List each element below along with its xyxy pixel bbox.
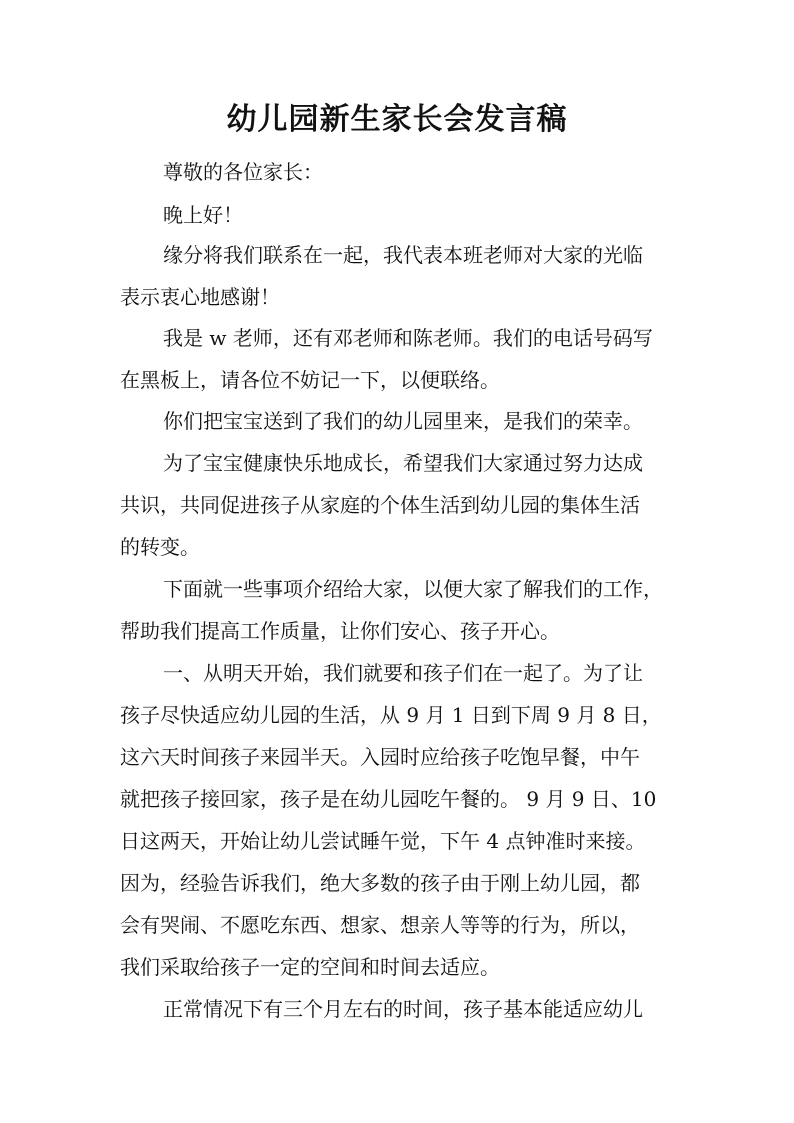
document-title: 幼儿园新生家长会发言稿 <box>226 102 568 137</box>
paragraph-line: 我们采取给孩子一定的空间和时间去适应。 <box>120 955 500 979</box>
paragraph-line: 你们把宝宝送到了我们的幼儿园里来，是我们的荣幸。 <box>163 409 643 433</box>
greeting: 晚上好！ <box>163 203 243 227</box>
paragraph-line: 因为，经验告诉我们，绝大多数的孩子由于刚上幼儿园，都 <box>120 871 640 895</box>
paragraph-line: 就把孩子接回家，孩子是在幼儿园吃午餐的。 9 月 9 日、10 <box>120 787 657 811</box>
salutation: 尊敬的各位家长： <box>163 160 323 184</box>
paragraph-line: 会有哭闹、不愿吃东西、想家、想亲人等等的行为，所以， <box>120 913 640 937</box>
paragraph-line: 日这两天，开始让幼儿尝试睡午觉，下午 4 点钟准时来接。 <box>120 829 646 853</box>
paragraph-line: 表示衷心地感谢！ <box>120 285 280 309</box>
paragraph-line: 这六天时间孩子来园半天。入园时应给孩子吃饱早餐，中午 <box>120 745 640 769</box>
paragraph-line: 下面就一些事项介绍给大家，以便大家了解我们的工作， <box>163 577 663 601</box>
paragraph-line: 缘分将我们联系在一起，我代表本班老师对大家的光临 <box>163 243 643 267</box>
paragraph-line: 孩子尽快适应幼儿园的生活，从 9 月 1 日到下周 9 月 8 日， <box>120 703 662 727</box>
paragraph-line: 共识，共同促进孩子从家庭的个体生活到幼儿园的集体生活 <box>120 493 640 517</box>
paragraph-line: 的转变。 <box>120 535 200 559</box>
paragraph-line: 我是 w 老师，还有邓老师和陈老师。我们的电话号码写 <box>163 326 653 350</box>
paragraph-line: 为了宝宝健康快乐地成长，希望我们大家通过努力达成 <box>163 451 643 475</box>
paragraph-line: 正常情况下有三个月左右的时间，孩子基本能适应幼儿 <box>163 997 643 1021</box>
paragraph-line: 在黑板上，请各位不妨记一下，以便联络。 <box>120 368 500 392</box>
paragraph-line: 帮助我们提高工作质量，让你们安心、孩子开心。 <box>120 619 560 643</box>
paragraph-line: 一、从明天开始，我们就要和孩子们在一起了。为了让 <box>163 661 643 685</box>
